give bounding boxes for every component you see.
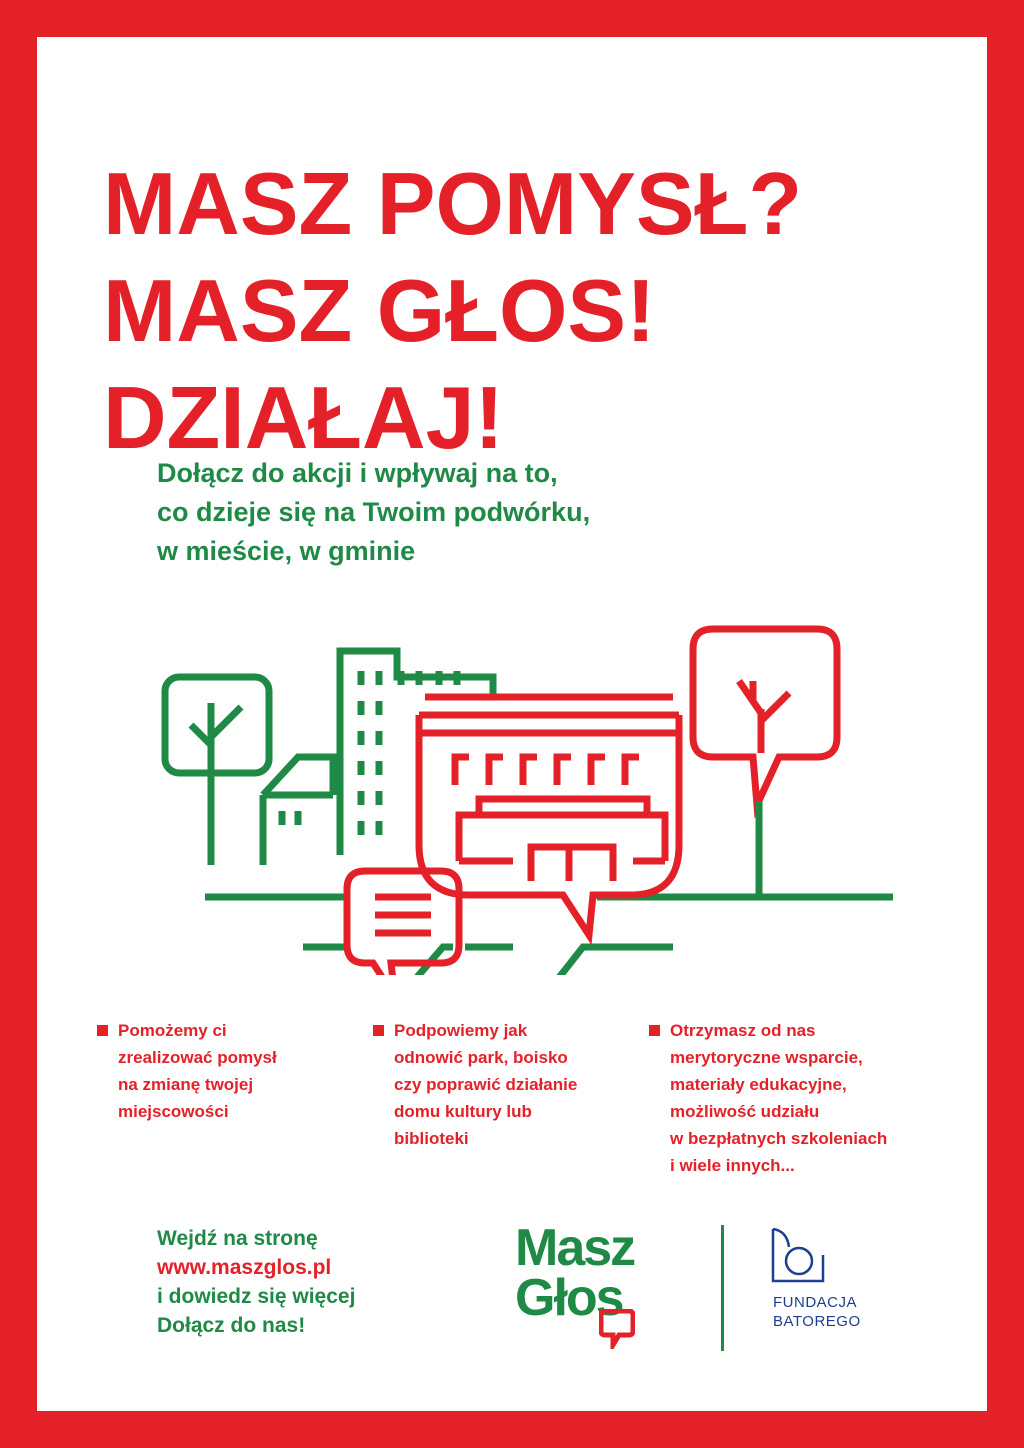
batory-line-1: FUNDACJA <box>773 1294 858 1311</box>
benefit-3-line-2: merytoryczne wsparcie, <box>670 1048 863 1067</box>
benefit-item <box>373 1017 577 1152</box>
benefit-3-line-3: materiały edukacyjne, <box>670 1075 847 1094</box>
headline-line-2: MASZ GŁOS! <box>103 261 656 360</box>
headline <box>103 150 802 471</box>
bullet-square-icon <box>649 1025 660 1036</box>
apartment-block-icon <box>340 651 633 855</box>
bullet-square-icon <box>97 1025 108 1036</box>
benefit-column-2 <box>373 1017 577 1152</box>
call-to-action <box>157 1224 355 1340</box>
benefit-column-3 <box>649 1017 887 1179</box>
benefit-2-line-1: Podpowiemy jak <box>394 1021 528 1040</box>
headline-line-3: DZIAŁAJ! <box>103 368 504 467</box>
cta-line-1: Wejdź na stronę <box>157 1227 318 1250</box>
lead-line-1: Dołącz do akcji i wpływaj na to, <box>157 458 558 488</box>
cta-line-3: i dowiedz się więcej <box>157 1285 356 1308</box>
benefit-1-line-1: Pomożemy ci <box>118 1021 227 1040</box>
tree-icon <box>165 677 269 865</box>
website-link[interactable]: www.maszglos.pl <box>157 1256 332 1279</box>
logo-speech-bubble-icon <box>599 1309 635 1349</box>
logo-divider <box>721 1225 724 1351</box>
street-lines <box>205 897 893 975</box>
benefit-column-1 <box>97 1017 277 1125</box>
lead-line-3: w mieście, w gminie <box>157 536 416 566</box>
benefit-2-line-5: biblioteki <box>394 1129 469 1148</box>
benefit-item <box>97 1017 277 1125</box>
benefit-1-line-2: zrealizować pomysł <box>118 1048 277 1067</box>
logo-line-1: Masz <box>515 1219 635 1277</box>
masz-glos-logo <box>515 1219 635 1327</box>
fundacja-batorego-name <box>773 1293 861 1331</box>
lead-line-2: co dzieje się na Twoim podwórku, <box>157 497 591 527</box>
benefit-3-line-6: i wiele innych... <box>670 1156 795 1175</box>
cta-line-4: Dołącz do nas! <box>157 1314 306 1337</box>
benefit-2-line-3: czy poprawić działanie <box>394 1075 578 1094</box>
lead-text <box>157 454 590 571</box>
benefit-3-line-4: możliwość udziału <box>670 1102 820 1121</box>
benefit-item <box>649 1017 887 1179</box>
logo-line-2: Głos <box>515 1269 623 1327</box>
benefit-1-line-3: na zmianę twojej <box>118 1075 254 1094</box>
benefit-3-line-5: w bezpłatnych szkoleniach <box>670 1129 888 1148</box>
house-icon <box>263 757 333 865</box>
benefit-1-line-4: miejscowości <box>118 1102 229 1121</box>
batory-line-2: BATOREGO <box>773 1313 861 1330</box>
fundacja-batorego-logo-icon <box>767 1225 829 1289</box>
benefit-2-line-4: domu kultury lub <box>394 1102 532 1121</box>
benefit-3-line-1: Otrzymasz od nas <box>670 1021 816 1040</box>
headline-line-1: MASZ POMYSŁ? <box>103 154 803 253</box>
speech-bubble-tree-icon <box>693 629 837 805</box>
bullet-square-icon <box>373 1025 384 1036</box>
benefit-2-line-2: odnowić park, boisko <box>394 1048 568 1067</box>
city-illustration <box>153 585 933 975</box>
